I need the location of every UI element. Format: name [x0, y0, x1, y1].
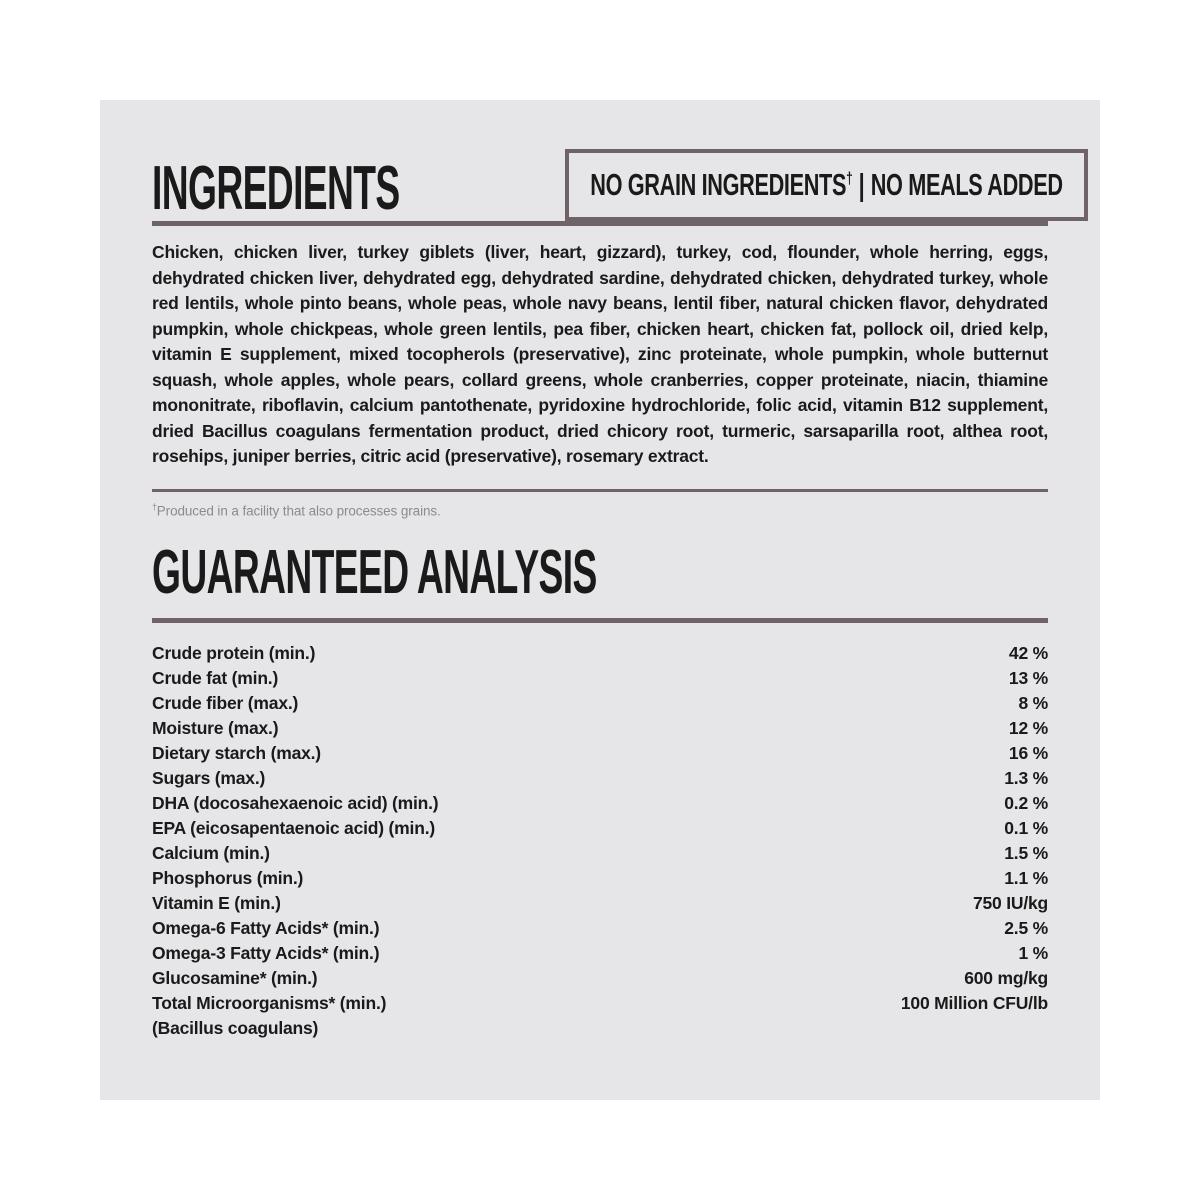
analysis-row-label: Crude fiber (max.) — [152, 692, 299, 713]
analysis-row-value: 13 % — [1008, 667, 1048, 688]
analysis-row-value: 1 % — [1018, 942, 1048, 963]
analysis-row-label: Crude fat (min.) — [152, 667, 279, 688]
analysis-row-value: 12 % — [1008, 717, 1048, 738]
analysis-row-label: Crude protein (min.) — [152, 642, 316, 663]
footnote — [152, 489, 1048, 519]
analysis-table — [152, 641, 1048, 1041]
analysis-row — [152, 966, 1048, 991]
badge-no-grain-label: NO GRAIN INGREDIENTS — [589, 167, 846, 202]
analysis-row — [152, 641, 1048, 666]
analysis-row-value: 16 % — [1008, 742, 1048, 763]
analysis-row — [152, 716, 1048, 741]
ingredients-list: Chicken, chicken liver, turkey giblets (liver, heart, gizzard), turkey, cod, flounder, whole herring, eggs, dehydrated chicken liver, dehydrated egg, dehydrated sardine, dehydrated chicken, dehydrated turkey, whole red lentils, whole pinto beans, whole peas, whole navy beans, lentil fiber, natural chicken flavor, dehydrated pumpkin, whole chickpeas, whole green lentils, pea fiber, chicken heart, chicken fat, pollock oil, dried kelp, vitamin E supplement, mixed tocopherols (preservative), zinc proteinate, whole pumpkin, whole butternut squash, whole apples, whole pears, collard greens, whole cranberries, copper proteinate, niacin, thiamine mononitrate, riboflavin, calcium pantothenate, pyridoxine hydrochloride, folic acid, vitamin B12 supplement, dried Bacillus coagulans fermentation product, dried chicory root, turmeric, sarsaparilla root, althea root, rosehips, juniper berries, citric acid (preservative), rosemary extract. — [152, 242, 1048, 466]
analysis-row-value: 600 mg/kg — [964, 967, 1048, 988]
label-panel — [100, 100, 1100, 1100]
analysis-row-label: Total Microorganisms* (min.) — [152, 992, 387, 1013]
analysis-title: GUARANTEED ANALYSIS — [152, 538, 597, 607]
analysis-row-value: 1.5 % — [1004, 842, 1048, 863]
analysis-row — [152, 766, 1048, 791]
analysis-row — [152, 891, 1048, 916]
analysis-row-value: 8 % — [1018, 692, 1048, 713]
analysis-row-label: EPA (eicosapentaenoic acid) (min.) — [152, 817, 435, 838]
analysis-row — [152, 691, 1048, 716]
badge-no-meals-label: NO MEALS ADDED — [870, 167, 1063, 202]
analysis-row — [152, 791, 1048, 816]
analysis-row-value: 1.3 % — [1004, 767, 1048, 788]
badge-dagger: † — [845, 168, 853, 188]
analysis-row — [152, 991, 1048, 1016]
analysis-row-value: 1.1 % — [1004, 867, 1048, 888]
analysis-row-label: Glucosamine* (min.) — [152, 967, 318, 988]
analysis-row-value: 750 IU/kg — [972, 892, 1048, 913]
analysis-row-label: Vitamin E (min.) — [152, 892, 281, 913]
analysis-row-value: 0.2 % — [1004, 792, 1048, 813]
analysis-row-label: Omega-6 Fatty Acids* (min.) — [152, 917, 380, 938]
analysis-row-label: Calcium (min.) — [152, 842, 270, 863]
footnote-dagger: † — [152, 501, 157, 512]
analysis-row — [152, 866, 1048, 891]
analysis-row-label: Sugars (max.) — [152, 767, 266, 788]
analysis-row-value: 2.5 % — [1004, 917, 1048, 938]
footnote-text: Produced in a facility that also processes grains. — [156, 503, 441, 518]
analysis-row-value: 42 % — [1008, 642, 1048, 663]
analysis-row — [152, 941, 1048, 966]
analysis-row-label: Phosphorus (min.) — [152, 867, 304, 888]
analysis-row — [152, 741, 1048, 766]
analysis-row-label: DHA (docosahexaenoic acid) (min.) — [152, 792, 439, 813]
analysis-row — [152, 1016, 1048, 1041]
analysis-row — [152, 841, 1048, 866]
badge-separator: | — [858, 167, 865, 202]
analysis-row-label: Dietary starch (max.) — [152, 742, 321, 763]
ingredients-title: INGREDIENTS — [152, 154, 400, 224]
analysis-header — [152, 538, 1048, 623]
analysis-row — [152, 916, 1048, 941]
analysis-row-label: (Bacillus coagulans) — [152, 1017, 319, 1038]
no-grain-badge — [565, 149, 1088, 221]
no-grain-badge-text — [590, 167, 1062, 203]
analysis-row-label: Moisture (max.) — [152, 717, 279, 738]
analysis-row-value: 0.1 % — [1004, 817, 1048, 838]
analysis-row-label: Omega-3 Fatty Acids* (min.) — [152, 942, 380, 963]
ingredients-header — [152, 150, 1063, 226]
analysis-row-value: 100 Million CFU/lb — [900, 992, 1048, 1013]
analysis-row — [152, 666, 1048, 691]
analysis-row — [152, 816, 1048, 841]
